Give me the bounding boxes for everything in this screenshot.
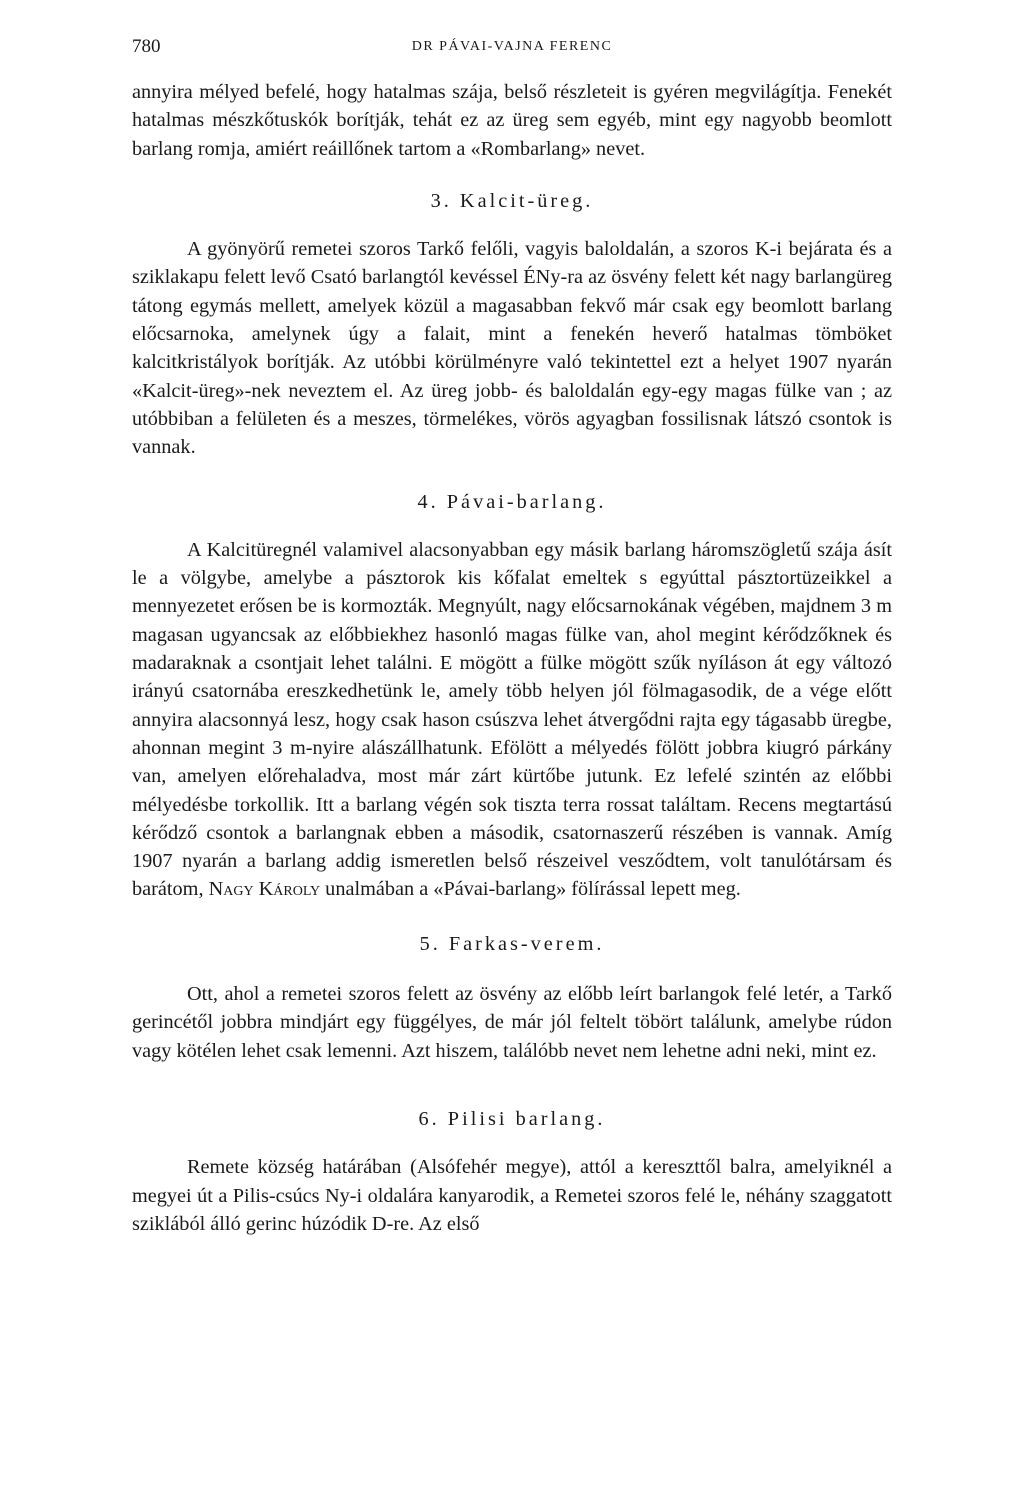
- paragraph-pilisi-barlang: Remete község határában (Alsófehér megye), attól a kereszttől balra, amelyiknél a megyei út a Pilis-csúcs Ny-i oldalára kanyarodik, a Remetei szoros felé le, néhány szaggatott sziklából álló gerinc húzódik D-re. Az első: [132, 1156, 892, 1235]
- paragraph-kalcit-ureg: A gyönyörű remetei szoros Tarkő felőli, vagyis baloldalán, a szoros K-i bejárata és a sziklakapu felett levő Csató barlangtól kevéssel ÉNy-ra az ösvény felett két nagy barlangüreg tátong egymás mellett, amelyek közül a magasabban fekvő már csak egy beomlott barlang előcsarnoka, amelynek úgy a falait, mint a fenekén heverő hatalmas tömböket kalcitkristályok borítják. Az utóbbi körülményre való tekintettel ezt a helyet 1907 nyarán «Kalcit-üreg»-nek neveztem el. Az üreg jobb- és baloldalán egy-egy magas fülke van ; az utóbbiban a felületen és a meszes, törmelékes, vörös agyagban fossilisnak látszó csontok is vannak.: [132, 238, 892, 459]
- section-heading-farkas-verem: 5. Farkas-verem.: [419, 932, 605, 955]
- paragraph-pavai-barlang: A Kalcitüregnél valamivel alacsonyabban egy másik barlang háromszögletű szája ásít le a völgybe, amelybe a pásztorok kis kőfalat emeltek s egyúttal pásztortüzeikkel a mennyezetet erősen be is kormozták. Megnyúlt, nagy előcsarnokának végében, majdnem 3 m magasan ugyancsak az előbbiekhez hasonló magas fülke van, ahol megint kérődzőknek és madaraknak a csontjait lehet találni. E mögött a fülke mögött szűk nyíláson át egy változó irányú csatornába ereszkedhetünk le, amely több helyen jól fölmagasodik, de a vége előtt annyira alacsonnyá lesz, hogy csak hason csúszva lehet átvergődni rajta egy tágasabb üregbe, ahonnan megint 3 m-nyire alászállhatunk. Efölött a mélyedés fölött jobbra kiugró párkány van, amelyen előrehaladva, most már zárt kürtőbe jutunk. Ez lefelé szintén az előbbi mélyedésbe torkollik. Itt a barlang végén sok tiszta terra rossat találtam. Recens megtartású kérődző csontok a barlangnak ebben a második, csatornaszerű részében is vannak. Amíg 1907 nyarán a barlang addig ismeretlen belső részeivel vesződtem, volt tanulótársam és barátom, Nagy Károly unalmában a «Pávai-barlang» fölírással lepett meg.: [132, 538, 892, 901]
- page-number: 780: [132, 36, 161, 57]
- paragraph-farkas-verem: Ott, ahol a remetei szoros felett az ösvény az előbb leírt barlangok felé letér, a Tarkő gerincétől jobbra mindjárt egy függélyes, de már jól feltelt töbört találunk, amelybe rúdon vagy kötélen lehet csak lemenni. Azt hiszem, találóbb nevet nem lehetne adni neki, mint ez.: [132, 983, 892, 1062]
- section-heading-kalcit-ureg: 3. Kalcit-üreg.: [430, 189, 594, 212]
- running-head: DR PÁVAI-VAJNA FERENC: [411, 39, 613, 54]
- page-body: [132, 78, 892, 1238]
- paragraph-continuation: annyira mélyed befelé, hogy hatalmas szája, belső részleteit is gyéren megvilágítja. Fenekét hatalmas mészkőtuskók borítják, tehát ez az üreg sem egyéb, mint egy nagyobb beomlott barlang romja, amiért reáillőnek tartom a «Rombarlang» nevet.: [132, 81, 892, 160]
- author-name: Nagy Károly: [208, 878, 321, 901]
- section-heading-pilisi-barlang: 6. Pilisi barlang.: [418, 1107, 606, 1130]
- page-header: [132, 36, 892, 60]
- section-heading-pavai-barlang: 4. Pávai-barlang.: [417, 490, 607, 513]
